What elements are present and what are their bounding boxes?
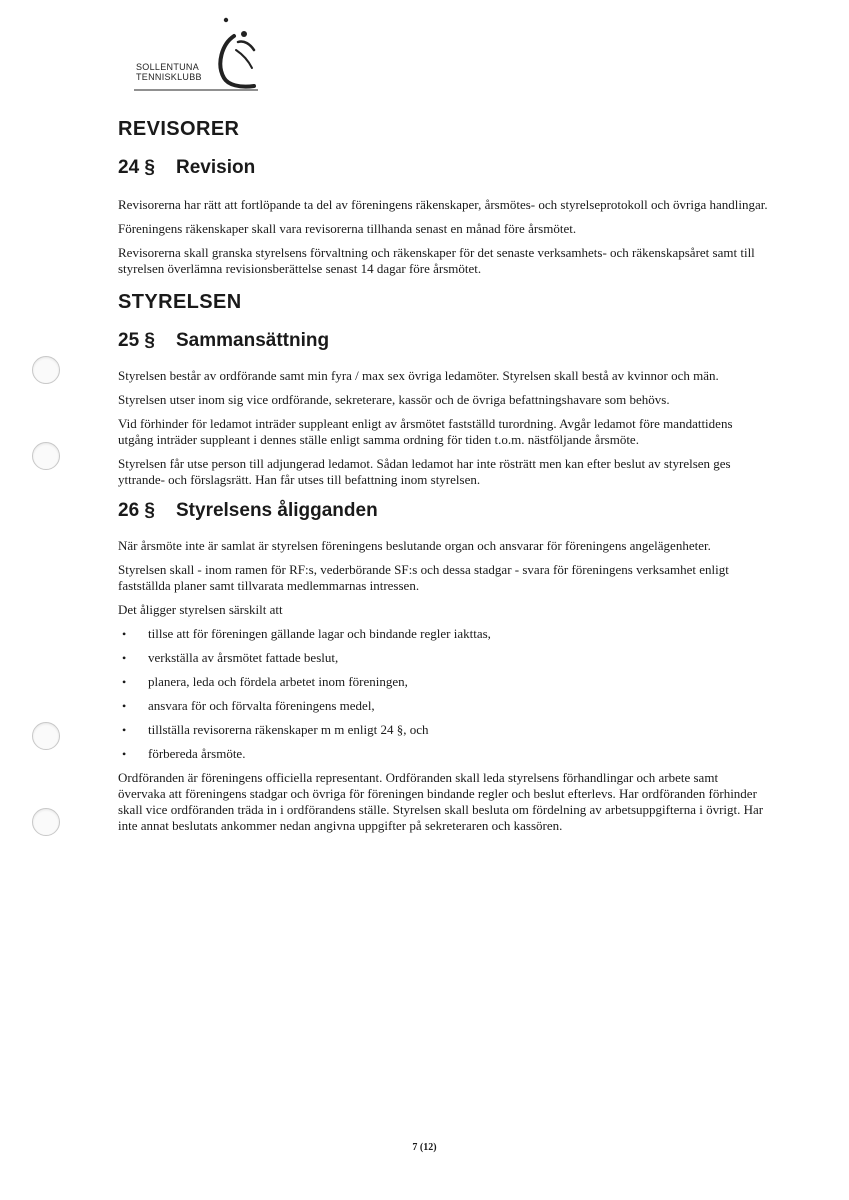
- punch-hole: [32, 808, 60, 836]
- punch-hole: [32, 442, 60, 470]
- section-heading-24: [118, 157, 768, 179]
- section-number: 25 §: [118, 330, 155, 351]
- part-title-styrelsen: STYRELSEN: [118, 291, 242, 313]
- paragraph: Styrelsen utser inom sig vice ordförande, sekreterare, kassör och de övriga befattningshavare som behövs.: [118, 392, 670, 407]
- club-logo: [130, 14, 270, 94]
- list-item: • förbereda årsmöte.: [118, 746, 768, 762]
- part-title-revisorer: REVISORER: [118, 118, 240, 140]
- tennis-player-logo-icon: [130, 14, 270, 94]
- logo-line-1: SOLLENTUNA: [136, 62, 200, 72]
- section-number: 24 §: [118, 157, 155, 178]
- punch-hole: [32, 356, 60, 384]
- section-heading-25: [118, 330, 768, 352]
- duties-list: [118, 626, 768, 762]
- list-item: • tillse att för föreningen gällande lagar och bindande regler iakttas,: [118, 626, 768, 642]
- section-heading-26: [118, 500, 768, 522]
- section-number: 26 §: [118, 500, 155, 521]
- paragraph: Revisorerna skall granska styrelsens förvaltning och räkenskaper för det senaste verksamhets- och räkenskapsåret samt till styrelsen överlämna revisionsberättelse senast 14 dagar före årsmötet.: [118, 245, 755, 276]
- punch-hole: [32, 722, 60, 750]
- paragraph: Styrelsen får utse person till adjungerad ledamot. Sådan ledamot har inte rösträtt men kan efter beslut av styrelsen ges yttrande- och förslagsrätt. Han får utses till befattning inom styrelsen.: [118, 456, 731, 487]
- page-number: 7 (12): [412, 1142, 437, 1153]
- logo-line-2: TENNISKLUBB: [136, 72, 202, 82]
- document-body: [118, 118, 768, 834]
- section-title: Revision: [176, 157, 256, 178]
- section-title: Sammansättning: [176, 330, 330, 351]
- section-title: Styrelsens åligganden: [176, 500, 378, 521]
- list-item: • verkställa av årsmötet fattade beslut,: [118, 650, 768, 666]
- paragraph: Styrelsen skall - inom ramen för RF:s, vederbörande SF:s och dessa stadgar - svara för föreningens verksamhet enligt fastställda planer samt tillvarata medlemmarnas intressen.: [118, 562, 729, 593]
- paragraph: Det åligger styrelsen särskilt att: [118, 602, 283, 617]
- paragraph: Styrelsen består av ordförande samt min fyra / max sex övriga ledamöter. Styrelsen skall bestå av kvinnor och män.: [118, 368, 719, 383]
- list-item: • tillställa revisorerna räkenskaper m m enligt 24 §, och: [118, 722, 768, 738]
- paragraph: När årsmöte inte är samlat är styrelsen föreningens beslutande organ och ansvarar för föreningens angelägenheter.: [118, 538, 711, 553]
- list-item: • planera, leda och fördela arbetet inom föreningen,: [118, 674, 768, 690]
- list-item: • ansvara för och förvalta föreningens medel,: [118, 698, 768, 714]
- paragraph: Föreningens räkenskaper skall vara revisorerna tillhanda senast en månad före årsmötet.: [118, 221, 577, 236]
- logo-text: [136, 62, 202, 82]
- paragraph: Ordföranden är föreningens officiella representant. Ordföranden skall leda styrelsens förhandlingar och arbete samt övervaka att föreningens stadgar och övriga för föreningen bindande regler och beslut efterlevs. Har ordföranden förhinder skall vice ordföranden träda in i ordförandens ställe. Styrelsen skall besluta om fördelning av arbetsuppgifterna i övrigt. Har inte annat beslutats ankommer nedan angivna uppgifter på sekreteraren och kassören.: [118, 770, 764, 833]
- paragraph: Vid förhinder för ledamot inträder suppleant enligt av årsmötet fastställd turordning. Avgår ledamot före mandattidens utgång inträder suppleant i dennes ställe enligt samma ordning för tiden t.o.m. nästföljande årsmöte.: [118, 416, 733, 447]
- paragraph: Revisorerna har rätt att fortlöpande ta del av föreningens räkenskaper, årsmötes- och styrelseprotokoll och övriga handlingar.: [118, 197, 768, 212]
